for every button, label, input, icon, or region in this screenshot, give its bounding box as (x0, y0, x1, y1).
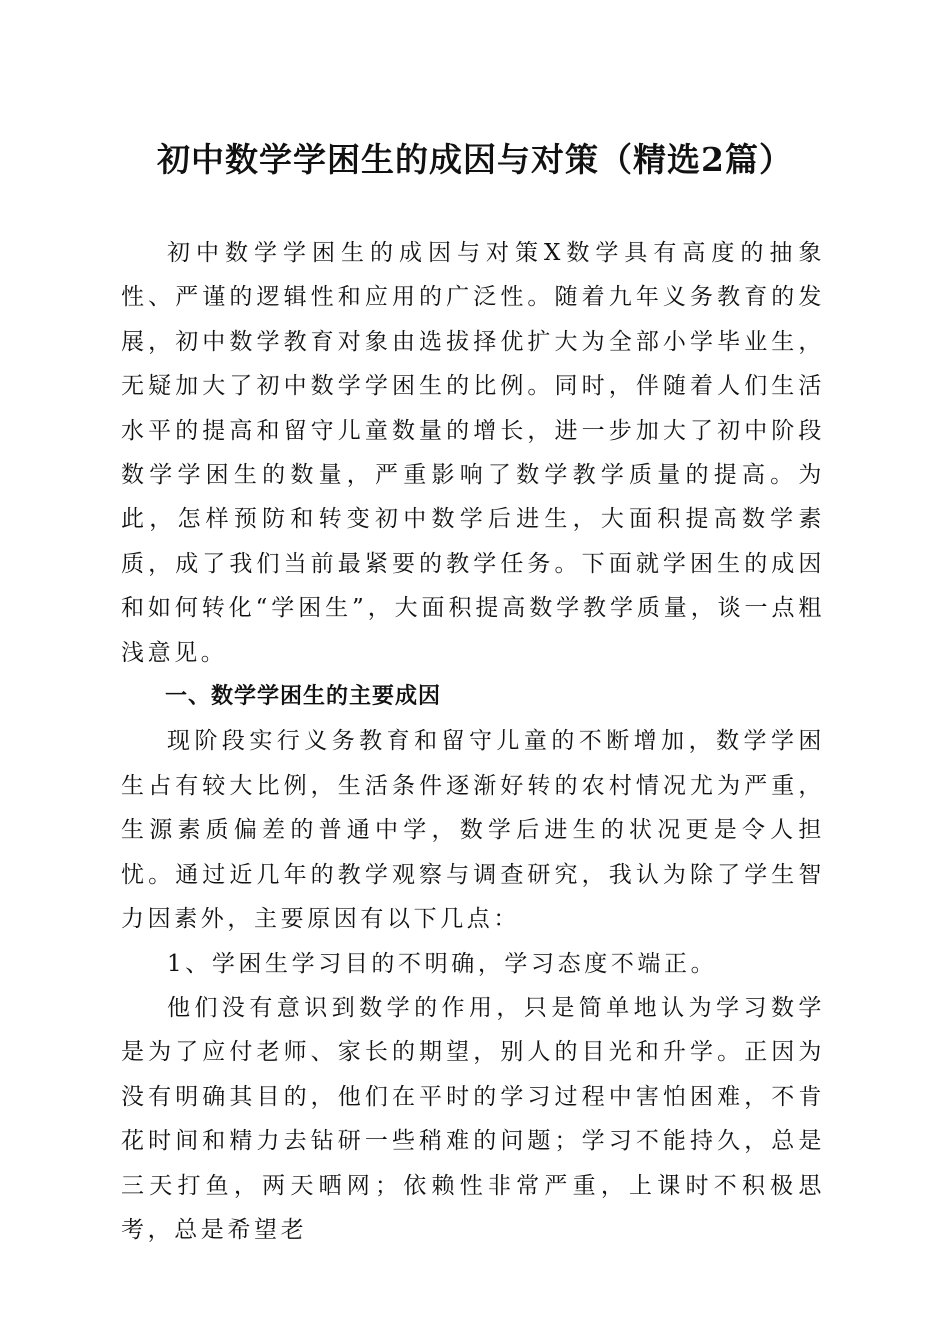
point-1-paragraph: 他们没有意识到数学的作用，只是简单地认为学习数学是为了应付老师、家长的期望，别人的目光和升学。正因为没有明确其目的，他们在平时的学习过程中害怕困难，不肯花时间和精力去钻研一些稍难的问题；学习不能持久，总是三天打鱼，两天晒网；依赖性非常严重，上课时不积极思考，总是希望老 (121, 994, 825, 1243)
section-heading-causes: 一、数学学困生的主要成因 (165, 684, 442, 710)
intro-paragraph: 初中数学学困生的成因与对策X数学具有高度的抽象性、严谨的逻辑性和应用的广泛性。随着九年义务教育的发展，初中数学教育对象由选拔择优扩大为全部小学毕业生，无疑加大了初中数学学困生的比例。同时，伴随着人们生活水平的提高和留守儿童数量的增长，进一步加大了初中阶段数学学困生的数量，严重影响了数学教学质量的提高。为此，怎样预防和转变初中数学后进生，大面积提高数学素质，成了我们当前最紧要的教学任务。下面就学困生的成因和如何转化“学困生”，大面积提高数学教学质量，谈一点粗浅意见。 (121, 240, 825, 666)
document-title: 初中数学学困生的成因与对策（精选2篇） (157, 140, 793, 179)
document-body (121, 231, 825, 1252)
point-1-heading: 1、学困生学习目的不明确，学习态度不端正。 (167, 950, 718, 977)
section-causes-paragraph: 现阶段实行义务教育和留守儿童的不断增加，数学学困生占有较大比例，生活条件逐渐好转的农村情况尤为严重，生源素质偏差的普通中学，数学后进生的状况更是令人担忧。通过近几年的教学观察与调查研究，我认为除了学生智力因素外，主要原因有以下几点： (121, 728, 825, 933)
